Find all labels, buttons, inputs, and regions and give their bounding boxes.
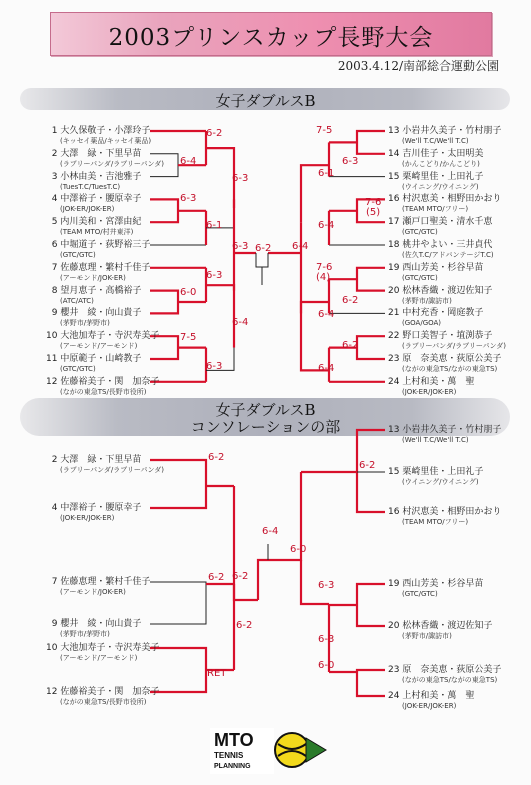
player-names: 12 佐藤裕美子・関 加奈子: [46, 376, 160, 387]
player-names: 13 小岩井久美子・竹村朋子: [388, 126, 502, 136]
player-club: (JOK-ER/JOK-ER): [60, 514, 115, 522]
match-score: 6-3: [232, 241, 249, 252]
player-entry: [46, 331, 159, 351]
player-club: (We'll T.C/We'll T.C): [402, 137, 469, 145]
player-entry: [388, 240, 494, 260]
player-entry: [46, 619, 141, 639]
player-names: 16 村沢恵美・相野田かおり: [388, 194, 502, 205]
player-entry: [46, 286, 141, 306]
player-names: 7 佐藤恵理・繁村千佳子: [46, 262, 151, 273]
match-score: 6-1: [318, 167, 335, 179]
bracket-line: [357, 430, 385, 512]
match-score: 6-4: [318, 309, 335, 321]
player-club: (GTC/GTC): [60, 365, 96, 373]
player-club: (アーモンド/JOK-ER): [60, 588, 126, 596]
page-title: 2003プリンスカップ長野大会: [108, 25, 434, 51]
player-club: (We'll T.C/We'll T.C): [402, 436, 469, 444]
player-club: (茅野市/茅野市): [60, 630, 110, 638]
player-names: 10 大池加寿子・寺沢寿美子: [46, 331, 160, 342]
player-club: (茅野市/茅野市): [60, 319, 110, 328]
player-names: 21 中村充香・岡庭教子: [388, 308, 484, 319]
player-club: (茅野市/諏訪市): [402, 296, 452, 305]
player-names: 9 櫻井 綾・向山貴子: [46, 308, 142, 319]
player-entry: [46, 172, 141, 192]
player-club: (佐久T.C/アドバンテージT.C): [402, 251, 494, 259]
match-score: 6-4: [292, 241, 309, 252]
player-names: 18 桃井やよい・三井貞代: [388, 240, 493, 250]
player-names: 2 大澤 緑・下里早苗: [46, 148, 142, 159]
player-names: 22 野口美智子・埴渕恭子: [388, 331, 493, 342]
player-entry: [388, 331, 506, 351]
match-score: 6-3: [180, 193, 197, 205]
player-club: (JOK-ER/JOK-ER): [60, 205, 115, 214]
match-score: 6-2: [208, 572, 225, 583]
match-score: RET: [207, 668, 227, 679]
player-club: (アーモンド/アーモンド): [60, 654, 138, 662]
player-entry: [388, 507, 501, 527]
player-entry: [388, 691, 474, 711]
player-club: (ながの東急TS/長野市役所): [60, 698, 147, 706]
player-entry: [388, 217, 492, 237]
player-club: (ウイニング/ウイニング): [402, 478, 479, 486]
player-entry: [46, 455, 164, 475]
player-names: 5 内川美和・宮澤由紀: [46, 217, 142, 228]
player-names: 12 佐藤裕美子・関 加奈子: [46, 687, 160, 697]
player-club: (GOA/GOA): [402, 319, 442, 328]
bracket-line: [256, 253, 268, 267]
player-entry: [388, 149, 483, 169]
match-score: 7-6: [316, 261, 333, 273]
match-score: 6-2: [255, 243, 272, 254]
player-club: (GTC/GTC): [402, 590, 438, 598]
match-score: 7-6: [365, 197, 382, 209]
player-club: (TEAM MTO/フリー): [402, 518, 469, 526]
player-club: (GTC/GTC): [60, 251, 96, 259]
player-club: (ながの東急TS/長野市役所): [60, 387, 147, 396]
player-names: 14 吉川佳子・太田明美: [388, 148, 484, 159]
match-score: 6-2: [236, 620, 253, 631]
match-score: 6-2: [342, 294, 359, 306]
player-names: 4 中澤裕子・腰原幸子: [46, 503, 142, 513]
match-score: 7-5: [316, 125, 333, 136]
player-entry: [46, 217, 141, 237]
player-club: (アーモンド/アーモンド): [60, 342, 138, 351]
player-entry: [46, 354, 141, 374]
player-names: 17 瀬戸口聖美・清水千恵: [388, 217, 493, 228]
player-names: 19 西山芳美・杉谷早苗: [388, 579, 484, 589]
svg-text:TENNIS: TENNIS: [214, 751, 244, 760]
player-club: (JOK-ER/JOK-ER): [402, 387, 457, 396]
bracket-line: [357, 131, 385, 154]
player-entry: [388, 354, 501, 374]
player-club: (TEAM MTO/フリー): [402, 205, 469, 214]
player-entry: [388, 308, 483, 328]
player-entry: [388, 665, 501, 685]
match-score: 6-0: [290, 544, 307, 555]
bracket-line: [150, 291, 178, 314]
match-score: (4): [316, 271, 331, 283]
bracket-line: [258, 560, 280, 600]
player-entry: [388, 194, 501, 214]
player-names: 7 佐藤恵理・繁村千佳子: [46, 577, 151, 587]
match-score: 6-2: [342, 340, 359, 352]
match-score: 6-4: [318, 363, 335, 374]
player-club: (ATC/ATC): [60, 296, 94, 305]
player-names: 9 櫻井 綾・向山貴子: [46, 619, 142, 629]
player-entry: [46, 149, 164, 169]
player-names: 20 松林香織・渡辺佐知子: [388, 621, 493, 631]
section-title-main: 女子ダブルスB: [215, 92, 316, 110]
match-score: 6-0: [180, 286, 197, 298]
match-score: 6-2: [206, 128, 223, 139]
player-club: (GTC/GTC): [402, 273, 438, 282]
player-club: (TEAM MTO/村井東洋): [60, 228, 134, 237]
player-club: (かんこどり/かんこどり): [402, 159, 480, 168]
player-entry: [46, 643, 159, 663]
match-score: 6-1: [206, 220, 223, 232]
player-names: 13 小岩井久美子・竹村朋子: [388, 425, 502, 435]
bracket-line: [357, 584, 385, 626]
player-names: 16 村沢恵美・相野田かおり: [388, 507, 502, 517]
bracket-line: [150, 199, 178, 222]
player-entry: [46, 194, 141, 214]
player-names: 8 望月恵子・高橋裕子: [46, 285, 142, 296]
player-entry: [46, 126, 151, 146]
player-entry: [46, 377, 159, 397]
match-score: 6-4: [262, 526, 279, 537]
svg-text:MTO: MTO: [214, 730, 254, 750]
match-score: 6-3: [206, 269, 223, 281]
match-score: 6-2: [232, 571, 249, 582]
player-club: (ラブリーパンダ/ラブリーパンダ): [60, 466, 164, 474]
match-score: 6-3: [318, 580, 335, 591]
player-names: 2 大澤 緑・下里早苗: [46, 455, 142, 465]
bracket-line: [357, 336, 385, 359]
match-score: 6-0: [318, 660, 335, 671]
player-entry: [388, 172, 483, 192]
player-entry: [388, 126, 501, 146]
player-entry: [388, 286, 492, 306]
player-entry: [388, 579, 483, 599]
match-score: 6-3: [232, 172, 249, 184]
player-names: 1 大久保敬子・小澤玲子: [46, 126, 151, 136]
player-names: 15 栗崎里佳・上田礼子: [388, 467, 484, 477]
player-names: 6 中堀道子・荻野裕三子: [46, 240, 151, 250]
player-entry: [388, 621, 492, 641]
player-names: 4 中澤裕子・腰原幸子: [46, 194, 142, 205]
bracket-line: [206, 285, 234, 347]
player-names: 24 上村和美・萬 聖: [388, 691, 475, 701]
player-club: (アーモンド/JOK-ER): [60, 273, 126, 282]
player-names: 3 小林由美・吉池雅子: [46, 171, 142, 182]
player-names: 23 原 奈美恵・荻原公美子: [388, 665, 502, 675]
player-entry: [46, 263, 150, 283]
player-names: 20 松林香織・渡辺佐知子: [388, 285, 493, 296]
event-date-venue: 2003.4.12/南部総合運動公園: [337, 59, 499, 73]
player-club: (ながの東急TS/ながの東急TS): [402, 676, 498, 684]
svg-text:PLANNING: PLANNING: [214, 763, 251, 770]
player-club: (キッセイ薬品/キッセイ薬品): [60, 137, 152, 145]
player-club: (茅野市/諏訪市): [402, 632, 452, 640]
player-names: 24 上村和美・萬 聖: [388, 376, 475, 387]
bracket-line: [357, 670, 385, 696]
match-score: (5): [366, 207, 381, 219]
player-entry: [46, 503, 141, 523]
player-names: 11 中原範子・山崎教子: [46, 354, 142, 364]
player-entry: [388, 467, 483, 487]
player-club: (TuesT.C/TuesT.C): [60, 182, 121, 191]
player-entry: [46, 308, 141, 328]
player-club: (ラブリーパンダ/ラブリーパンダ): [402, 342, 506, 351]
player-names: 23 原 奈美恵・荻原公美子: [388, 354, 502, 364]
match-score: 6-2: [208, 452, 225, 463]
player-entry: [46, 240, 150, 260]
player-names: 19 西山芳美・杉谷早苗: [388, 262, 484, 273]
section-title-consolation: 女子ダブルスB: [215, 401, 316, 419]
match-score: 6-3: [342, 155, 359, 167]
match-score: 6-3: [318, 634, 335, 645]
bracket-line: [234, 486, 258, 600]
bracket-line: [150, 582, 206, 624]
player-club: (GTC/GTC): [402, 228, 438, 237]
match-score: 6-4: [318, 220, 335, 232]
mto-tennis-planning-logo: [210, 728, 328, 774]
match-score: 6-3: [206, 361, 223, 372]
match-score: 6-4: [232, 317, 249, 329]
match-score: 6-2: [359, 460, 376, 471]
bracket-line: [357, 268, 385, 291]
player-club: (ながの東急TS/ながの東急TS): [402, 365, 498, 373]
player-club: (JOK-ER/JOK-ER): [402, 702, 457, 710]
player-club: (ウイニング/ウイニング): [402, 182, 479, 191]
bracket-line: [206, 148, 234, 208]
match-score: 6-4: [180, 155, 197, 167]
player-entry: [46, 577, 150, 597]
player-entry: [388, 377, 474, 397]
player-entry: [388, 263, 483, 283]
player-names: 15 栗崎里佳・上田礼子: [388, 171, 484, 182]
match-score: 7-5: [180, 332, 197, 344]
player-entry: [388, 425, 501, 445]
player-names: 10 大池加寿子・寺沢寿美子: [46, 643, 160, 653]
player-entry: [46, 687, 159, 707]
player-club: (ラブリーパンダ/ラブリーパンダ): [60, 159, 164, 168]
section-subtitle-consolation: コンソレーションの部: [190, 418, 341, 436]
